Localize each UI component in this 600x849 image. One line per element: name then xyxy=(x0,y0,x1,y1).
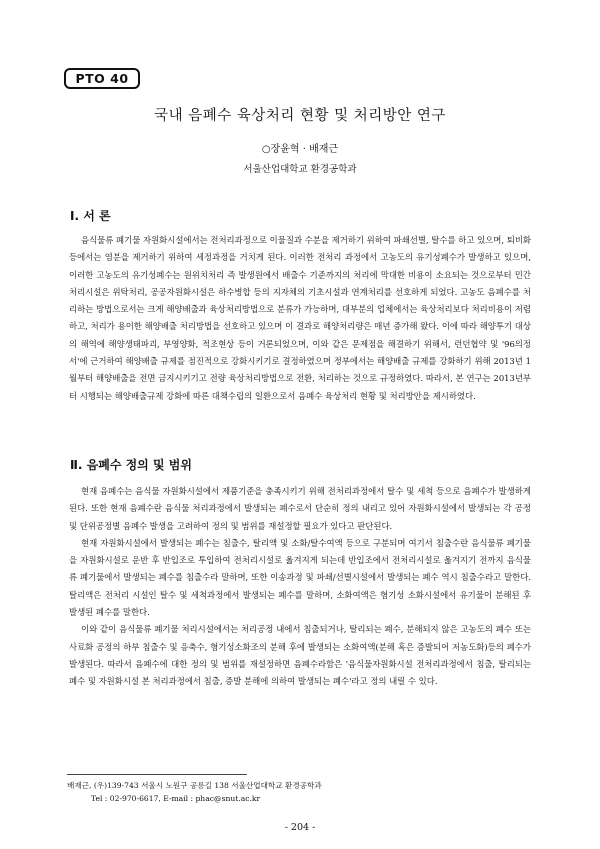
footnote-contact: Tel : 02-970-6617, E-mail : phac@snut.ac.kr xyxy=(91,794,261,803)
footnote xyxy=(67,779,322,805)
footnote-divider xyxy=(67,774,247,775)
paragraph: 이와 같이 음식물류 폐기물 처리시설에서는 처리공정 내에서 침출되거나, 탈리되는 폐수, 분해되지 않은 고농도의 폐수 또는 사료화 공정의 하부 침출수 및 응축수, 혐기성소화조의 분해 후에 발생되는 소화여액(분해 혹은 증발되어 저농도화)등의 폐수가 발생된다. 따라서 음폐수에 대한 정의 및 범위를 재설정하면 음폐수라함은 '음식물자원화시설 전처리과정에서 침출, 탈리되는 폐수 및 자원화시설 본 처리과정에서 침출, 증발 분해에 의하여 발생되는 폐수'라고 정의 내릴 수 있다. xyxy=(69,624,531,687)
affiliation: 서울산업대학교 환경공학과 xyxy=(243,164,357,175)
section-heading-definition: Ⅱ. 음폐수 정의 및 범위 xyxy=(70,458,192,472)
authors: ○장윤혁 · 배재근 xyxy=(261,144,339,155)
page-number: - 204 - xyxy=(284,822,316,833)
paragraph: 현재 음폐수는 음식물 자원화시설에서 제품기준을 충족시키기 위해 전처리과정에서 탈수 및 세척 등으로 음폐수가 발생하게 된다. 또한 현재 음폐수란 음식물 처리과정에서 발생되는 폐수로서 단순히 정의 내리고 있어 자원화시설에서 발생되는 각 공정 및 단위공정별 음폐수 발생을 고려하여 정의 및 범위를 재설정할 필요가 있다고 판단된다. xyxy=(69,486,531,531)
section-heading-introduction: Ⅰ. 서 론 xyxy=(70,209,111,223)
paragraph: 음식물류 폐기물 자원화시설에서는 전처리과정으로 이물질과 수분을 제거하기 위하여 파쇄선별, 탈수를 하고 있으며, 퇴비화 등에서는 염분을 제거하기 위하여 세정과정을 거치게 된다. 이러한 전처리 과정에서 고농도의 유기성폐수가 발생하고 있으며, 이러한 고농도의 유기성폐수는 원위치처리 즉 발생원에서 배출수 기준까지의 처리에 막대한 비용이 소요되는 것으로부터 민간처리시설은 위탁처리, 공공자원화시설은 하수병합 등의 지자체의 기초시설과 연계처리를 선호하게 되었다. 고농도 음폐수를 처리하는 방법으로서는 크게 해양배출과 육상처리방법으로 분류가 가능하며, 대부분의 업체에서는 육상처리보다 처리비용이 저렴하고, 처리가 용이한 해양배출 처리방법을 선호하고 있으며 이 결과로 해양처리량은 매년 증가해 왔다. 이에 따라 해양투기 대상의 해역에 해양생태파괴, 부영양화, 적조현상 등이 거론되었으며, 이와 같은 문제점을 해결하기 위해서, 런던협약 및 '96의정서'에 근거하여 해양배출 규제를 점진적으로 강화시키기로 결정하였으며 정부에서는 해양배출 규제를 강화하기 위해 2013년 1월부터 해양배출을 전면 금지시키기고 전량 육상처리방법으로 전환, 처리하는 것으로 규정하였다. 따라서, 본 연구는 2013년부터 시행되는 해양배출규제 강화에 따른 대책수립의 일환으로서 음폐수 육상처리 현황 및 처리방안을 제시하였다. xyxy=(69,235,531,401)
section-body-introduction xyxy=(69,232,531,405)
paper-title: 국내 음폐수 육상처리 현황 및 처리방안 연구 xyxy=(154,108,446,124)
section-body-definition xyxy=(69,483,531,691)
footnote-address: 배재근, (우)139-743 서울시 노원구 공릉길 138 서울산업대학교 환경공학과 xyxy=(67,781,322,790)
session-code-badge: PTO 40 xyxy=(64,68,140,89)
paragraph: 현재 자원화시설에서 발생되는 폐수는 침출수, 탈리액 및 소화/탈수여액 등으로 구분되며 여기서 침출수란 음식물류 폐기물을 자원화시설로 운반 후 반입조로 투입하여 전처리시설로 옮겨지게 되는데 반입조에서 전처리시설로 옮겨지기 전까지 음식물류 폐기물에서 발생되는 폐수를 침출수라 말하며, 또한 이송과정 및 파쇄/선별시설에서 발생되는 폐수 역시 침출수라고 말한다. 탈리액은 전처리 시설인 탈수 및 세척과정에서 발생되는 폐수를 말하며, 소화여액은 혐기성 소화시설에서 유기물이 분해된 후 발생된 폐수를 말한다. xyxy=(69,537,531,618)
